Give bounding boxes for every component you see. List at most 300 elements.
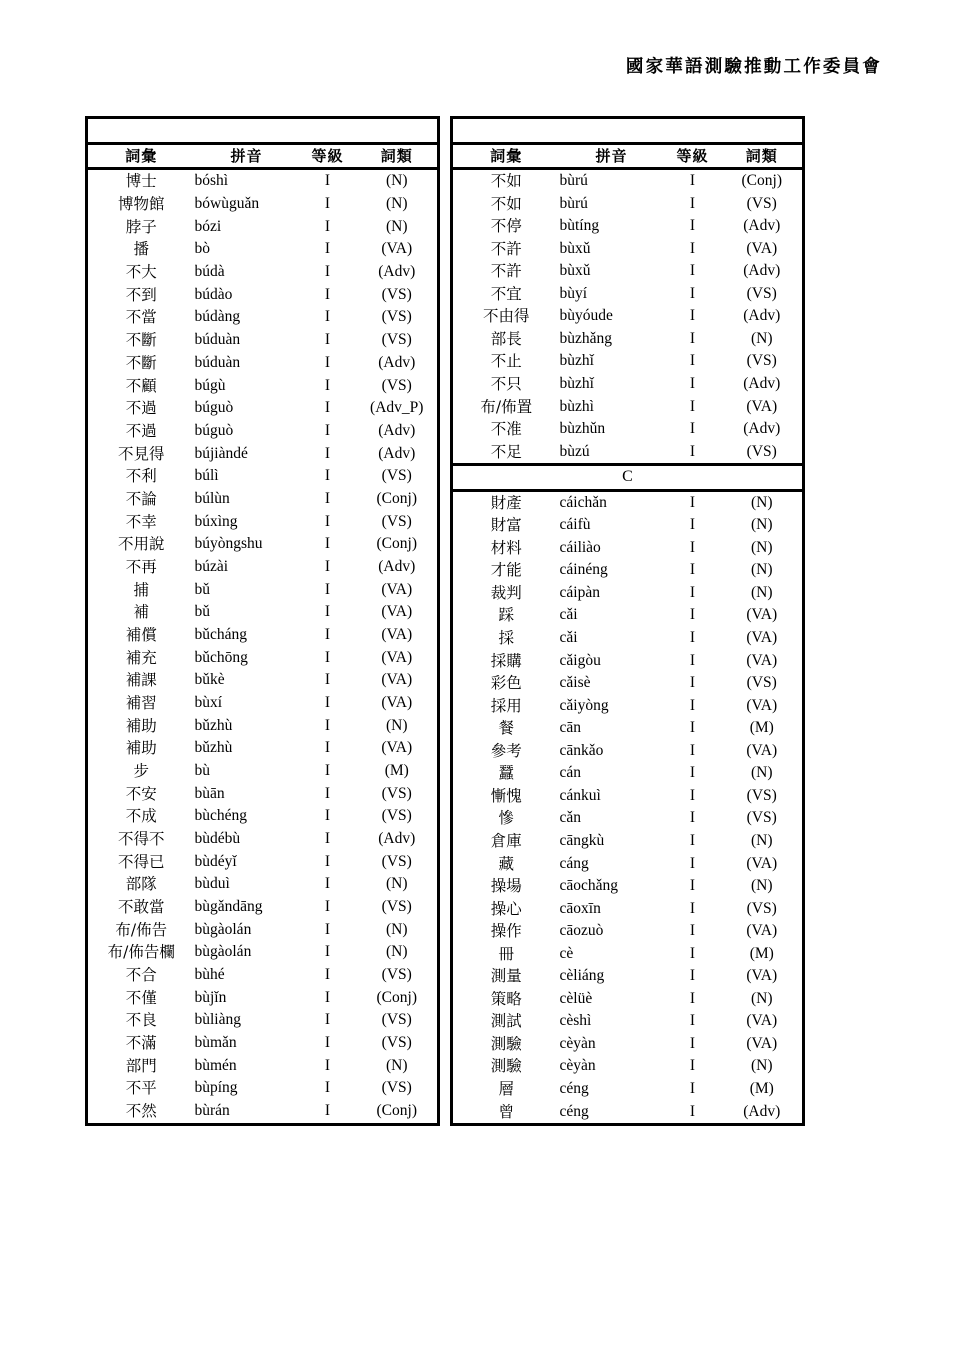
table-row	[452, 559, 804, 582]
vocab-pinyin: bùyóude	[559, 307, 613, 325]
column-header-word: 詞彙	[87, 143, 195, 169]
vocab-pos: (VA)	[381, 240, 413, 258]
vocab-pos: (Conj)	[376, 1102, 417, 1120]
vocab-pos: (VS)	[381, 897, 412, 915]
table-row	[452, 537, 804, 560]
vocab-word: 部長	[490, 329, 522, 348]
vocab-word: 不良	[125, 1011, 157, 1030]
table-row	[452, 943, 804, 966]
vocab-pos: (VA)	[746, 606, 778, 624]
vocab-pos: (VS)	[381, 1033, 412, 1051]
vocab-pos: (N)	[750, 493, 773, 511]
vocab-pinyin: cáinéng	[559, 561, 608, 579]
vocab-word: 不如	[490, 172, 522, 191]
vocab-pinyin: cāozuò	[559, 922, 604, 940]
table-row	[452, 650, 804, 673]
table-row	[87, 1077, 439, 1100]
vocab-word: 財富	[490, 516, 522, 535]
vocab-pinyin: bùjǐn	[194, 988, 227, 1006]
vocab-word: 倉庫	[490, 831, 522, 850]
vocab-pinyin: búduàn	[194, 331, 241, 349]
vocab-level: I	[689, 651, 696, 669]
table-row	[452, 215, 804, 238]
vocab-pinyin: bùmén	[194, 1056, 237, 1074]
vocab-word: 不當	[125, 308, 157, 327]
table-row	[87, 397, 439, 420]
vocab-word: 不顧	[125, 376, 157, 395]
table-row	[87, 896, 439, 919]
vocab-word: 不安	[125, 784, 157, 803]
vocab-level: I	[689, 375, 696, 393]
table-row	[87, 465, 439, 488]
vocab-pinyin: bújiàndé	[194, 444, 248, 462]
vocab-pinyin: búguò	[194, 421, 234, 439]
vocabulary-tables-container	[85, 116, 805, 1126]
vocab-level: I	[324, 535, 331, 553]
vocab-level: I	[689, 629, 696, 647]
vocab-pos: (N)	[750, 516, 773, 534]
table-row	[452, 830, 804, 853]
table-row	[87, 601, 439, 624]
vocab-pos: (N)	[385, 195, 408, 213]
vocab-level: I	[689, 397, 696, 415]
vocab-level: I	[324, 1079, 331, 1097]
vocab-level: I	[324, 580, 331, 598]
vocab-word: 不斷	[125, 353, 157, 372]
vocab-word: 補課	[125, 671, 157, 690]
table-spacer-cell	[452, 118, 804, 144]
vocab-pos: (N)	[385, 920, 408, 938]
vocab-word: 不許	[490, 239, 522, 258]
vocab-pos: (VS)	[381, 852, 412, 870]
vocab-pinyin: bǔcháng	[194, 625, 248, 643]
vocab-level: I	[324, 195, 331, 213]
vocab-level: I	[324, 965, 331, 983]
table-row	[87, 941, 439, 964]
vocab-pinyin: bùgàolán	[194, 943, 252, 961]
vocab-pinyin: bùzú	[559, 442, 590, 460]
vocab-level: I	[689, 854, 696, 872]
vocab-word: 不滿	[125, 1033, 157, 1052]
vocab-word: 測試	[490, 1012, 522, 1031]
table-row	[452, 1078, 804, 1101]
table-header-row	[452, 143, 804, 169]
vocab-pos: (Adv)	[378, 353, 416, 371]
vocab-level: I	[324, 988, 331, 1006]
vocab-pos: (Adv)	[743, 375, 781, 393]
vocab-pinyin: cè	[559, 944, 574, 962]
vocab-pinyin: cáifù	[559, 516, 591, 534]
vocab-word: 補	[133, 603, 149, 622]
vocab-pos: (N)	[385, 716, 408, 734]
vocab-word: 慚愧	[490, 786, 522, 805]
vocab-level: I	[324, 444, 331, 462]
vocab-pos: (VS)	[746, 352, 777, 370]
vocab-word: 不幸	[125, 512, 157, 531]
vocab-pinyin: bózi	[194, 217, 222, 235]
vocab-word: 博物館	[117, 195, 165, 214]
vocab-pos: (Adv)	[378, 557, 416, 575]
vocab-word: 蠶	[498, 764, 514, 783]
vocab-pinyin: bóshì	[194, 172, 229, 190]
vocab-level: I	[324, 920, 331, 938]
vocab-pinyin: cáipàn	[559, 583, 600, 601]
vocab-pinyin: cánkuì	[559, 786, 601, 804]
vocabulary-table-right	[450, 116, 805, 1126]
vocab-pos: (VS)	[381, 965, 412, 983]
vocab-pinyin: cān	[559, 719, 582, 737]
vocab-pos: (N)	[750, 583, 773, 601]
vocab-level: I	[324, 353, 331, 371]
vocab-pinyin: bùxǔ	[559, 239, 591, 257]
vocab-pinyin: bùchéng	[194, 807, 248, 825]
vocab-word: 不准	[490, 420, 522, 439]
vocab-word: 冊	[498, 944, 514, 963]
table-row	[87, 329, 439, 352]
table-row	[87, 737, 439, 760]
vocab-pinyin: bùmǎn	[194, 1033, 237, 1051]
vocab-pinyin: bǔzhù	[194, 739, 233, 757]
table-row	[87, 715, 439, 738]
table-row	[452, 260, 804, 283]
vocab-word: 部門	[125, 1056, 157, 1075]
vocab-word: 財產	[490, 493, 522, 512]
table-row	[452, 627, 804, 650]
vocab-level: I	[324, 399, 331, 417]
vocab-word: 捕	[133, 580, 149, 599]
table-row	[452, 785, 804, 808]
vocab-pos: (VA)	[381, 693, 413, 711]
table-row	[87, 488, 439, 511]
vocab-pos: (N)	[750, 329, 773, 347]
vocab-level: I	[324, 376, 331, 394]
vocab-level: I	[689, 1057, 696, 1075]
vocab-level: I	[689, 352, 696, 370]
vocab-word: 補充	[125, 648, 157, 667]
vocab-pinyin: bùpíng	[194, 1079, 238, 1097]
vocab-word: 補助	[125, 716, 157, 735]
vocab-pinyin: cán	[559, 764, 582, 782]
table-row	[452, 305, 804, 328]
vocab-pos: (N)	[750, 831, 773, 849]
vocab-level: I	[689, 516, 696, 534]
vocab-pinyin: cānkǎo	[559, 741, 604, 759]
table-row	[87, 238, 439, 261]
table-row	[87, 647, 439, 670]
vocab-pinyin: bùrú	[559, 172, 588, 190]
vocab-pinyin: búdà	[194, 263, 225, 281]
vocab-word: 曾	[498, 1102, 514, 1121]
vocab-word: 脖子	[125, 217, 157, 236]
vocab-pos: (Adv)	[743, 420, 781, 438]
vocab-word: 測驗	[490, 1057, 522, 1076]
table-row	[87, 420, 439, 443]
vocab-word: 布/佈告	[115, 920, 168, 939]
vocab-word: 不僅	[125, 988, 157, 1007]
vocab-word: 不得已	[117, 852, 165, 871]
table-row	[452, 238, 804, 261]
vocab-pos: (N)	[750, 764, 773, 782]
vocab-level: I	[689, 561, 696, 579]
vocab-pinyin: bùxí	[194, 693, 223, 711]
vocab-level: I	[324, 603, 331, 621]
table-row	[452, 604, 804, 627]
table-row	[87, 919, 439, 942]
vocab-pos: (VA)	[746, 967, 778, 985]
vocab-level: I	[324, 1033, 331, 1051]
vocab-word: 補助	[125, 739, 157, 758]
table-row	[87, 510, 439, 533]
vocab-word: 補償	[125, 625, 157, 644]
vocab-pos: (Adv)	[743, 217, 781, 235]
vocab-pinyin: bùzhǐ	[559, 352, 594, 370]
vocab-word: 操作	[490, 922, 522, 941]
vocab-pinyin: cǎn	[559, 809, 582, 827]
vocab-level: I	[324, 240, 331, 258]
vocab-pinyin: bùxǔ	[559, 262, 591, 280]
vocab-level: I	[324, 285, 331, 303]
table-row	[452, 1055, 804, 1078]
vocab-word: 不只	[490, 375, 522, 394]
table-row	[452, 920, 804, 943]
vocab-word: 操心	[490, 899, 522, 918]
table-row	[452, 740, 804, 763]
table-row	[452, 396, 804, 419]
vocab-pos: (Adv)	[378, 829, 416, 847]
table-row	[87, 1055, 439, 1078]
vocab-word: 不停	[490, 217, 522, 236]
vocab-level: I	[324, 761, 331, 779]
vocab-level: I	[689, 1012, 696, 1030]
vocab-pos: (VS)	[746, 899, 777, 917]
vocab-level: I	[689, 741, 696, 759]
vocab-pinyin: céng	[559, 1079, 589, 1097]
vocab-pos: (Adv)	[378, 444, 416, 462]
vocab-pinyin: búlùn	[194, 489, 230, 507]
vocab-word: 不足	[490, 442, 522, 461]
vocab-pos: (VA)	[746, 239, 778, 257]
vocab-pinyin: búxìng	[194, 512, 238, 530]
column-header-word: 詞彙	[452, 143, 560, 169]
table-row	[87, 783, 439, 806]
table-row	[87, 306, 439, 329]
vocab-pinyin: búyòngshu	[194, 535, 263, 553]
vocab-pinyin: bǔchōng	[194, 648, 248, 666]
vocab-word: 不合	[125, 965, 157, 984]
table-row	[87, 261, 439, 284]
vocab-level: I	[324, 489, 331, 507]
vocab-level: I	[689, 786, 696, 804]
vocab-pinyin: bǔzhù	[194, 716, 233, 734]
table-row	[452, 350, 804, 373]
table-row	[87, 873, 439, 896]
table-row	[87, 1009, 439, 1032]
vocabulary-table-right-body	[452, 118, 804, 1125]
table-row	[87, 216, 439, 239]
vocab-pos: (VA)	[381, 625, 413, 643]
vocab-pos: (Adv)	[743, 307, 781, 325]
vocab-level: I	[689, 239, 696, 257]
table-row	[87, 987, 439, 1010]
vocab-pos: (VS)	[746, 809, 777, 827]
vocab-pos: (VS)	[381, 467, 412, 485]
vocab-pinyin: bǔkè	[194, 671, 225, 689]
column-header-pos: 詞類	[722, 143, 804, 169]
vocab-pinyin: cǎiyòng	[559, 696, 609, 714]
section-divider-row	[452, 465, 804, 491]
table-header-row	[87, 143, 439, 169]
vocab-level: I	[689, 420, 696, 438]
table-spacer-cell	[87, 118, 439, 144]
vocab-pinyin: bùdébù	[194, 829, 241, 847]
vocab-level: I	[689, 493, 696, 511]
vocab-level: I	[324, 1056, 331, 1074]
vocab-level: I	[324, 693, 331, 711]
vocab-pinyin: cǎi	[559, 629, 578, 647]
table-row	[87, 442, 439, 465]
vocab-pos: (VA)	[381, 580, 413, 598]
vocab-word: 才能	[490, 561, 522, 580]
vocab-pinyin: búzài	[194, 557, 229, 575]
vocab-level: I	[324, 852, 331, 870]
vocab-word: 博士	[125, 172, 157, 191]
table-row	[452, 672, 804, 695]
vocab-level: I	[689, 307, 696, 325]
vocab-level: I	[689, 194, 696, 212]
table-row	[452, 283, 804, 306]
vocab-pos: (M)	[749, 1079, 774, 1097]
vocab-level: I	[689, 262, 696, 280]
vocab-pos: (N)	[750, 538, 773, 556]
table-row	[87, 533, 439, 556]
table-row	[87, 284, 439, 307]
vocab-pos: (VS)	[746, 194, 777, 212]
vocab-word: 操場	[490, 877, 522, 896]
vocab-level: I	[324, 1011, 331, 1029]
table-row	[87, 828, 439, 851]
document-header-organization: 國家華語測驗推動工作委員會	[625, 57, 882, 77]
table-row	[452, 898, 804, 921]
table-row	[87, 352, 439, 375]
column-header-level: 等級	[664, 143, 722, 169]
vocab-word: 不平	[125, 1079, 157, 1098]
vocab-pinyin: bùdéyǐ	[194, 852, 237, 870]
vocab-pos: (Conj)	[376, 535, 417, 553]
vocab-level: I	[689, 442, 696, 460]
vocab-pos: (VA)	[746, 854, 778, 872]
table-row	[87, 805, 439, 828]
vocab-word: 藏	[498, 854, 514, 873]
table-row	[452, 514, 804, 537]
vocab-pinyin: cáng	[559, 854, 589, 872]
vocab-pinyin: bǔ	[194, 603, 210, 621]
vocab-word: 不過	[125, 399, 157, 418]
vocab-level: I	[689, 764, 696, 782]
vocab-word: 補習	[125, 693, 157, 712]
vocab-word: 餐	[498, 719, 514, 738]
table-row	[452, 328, 804, 351]
table-row	[452, 418, 804, 441]
vocab-pinyin: cèshì	[559, 1012, 592, 1030]
vocab-word: 參考	[490, 741, 522, 760]
vocab-level: I	[324, 897, 331, 915]
vocab-pinyin: cèliáng	[559, 967, 605, 985]
vocab-pinyin: bùzhǐ	[559, 375, 594, 393]
vocab-level: I	[324, 217, 331, 235]
vocab-pos: (N)	[750, 877, 773, 895]
vocab-level: I	[689, 922, 696, 940]
table-row	[452, 717, 804, 740]
vocab-pinyin: cèyàn	[559, 1057, 596, 1075]
vocab-level: I	[324, 807, 331, 825]
vocab-pinyin: bò	[194, 240, 210, 258]
vocab-level: I	[324, 467, 331, 485]
vocab-pos: (VS)	[381, 1079, 412, 1097]
vocab-pos: (N)	[385, 943, 408, 961]
vocab-level: I	[689, 674, 696, 692]
vocab-pos: (VA)	[746, 651, 778, 669]
vocab-pos: (N)	[385, 172, 408, 190]
vocab-pinyin: búgù	[194, 376, 226, 394]
vocab-level: I	[689, 989, 696, 1007]
vocab-pos: (Adv)	[378, 263, 416, 281]
vocab-word: 部隊	[125, 875, 157, 894]
vocab-pos: (M)	[749, 719, 774, 737]
table-row	[452, 807, 804, 830]
vocab-pos: (VA)	[381, 648, 413, 666]
vocab-word: 不利	[125, 467, 157, 486]
vocab-level: I	[324, 512, 331, 530]
column-header-pinyin: 拼音	[195, 143, 299, 169]
vocab-word: 彩色	[490, 674, 522, 693]
vocab-level: I	[689, 809, 696, 827]
vocab-word: 不得不	[117, 829, 165, 848]
vocab-pos: (VS)	[381, 1011, 412, 1029]
vocab-pinyin: cèyàn	[559, 1034, 596, 1052]
table-row	[452, 490, 804, 514]
vocab-pos: (N)	[750, 1057, 773, 1075]
section-letter-label: C	[452, 465, 804, 491]
vocab-level: I	[324, 625, 331, 643]
vocab-word: 不再	[125, 557, 157, 576]
vocab-word: 材料	[490, 538, 522, 557]
column-header-pinyin: 拼音	[560, 143, 664, 169]
table-row	[452, 1010, 804, 1033]
table-row	[452, 875, 804, 898]
table-row	[87, 624, 439, 647]
vocab-word: 採	[498, 629, 514, 648]
vocab-pinyin: cáichǎn	[559, 493, 607, 511]
vocab-pos: (VA)	[746, 696, 778, 714]
column-header-pos: 詞類	[357, 143, 439, 169]
vocab-level: I	[689, 538, 696, 556]
vocab-level: I	[689, 172, 696, 190]
vocab-pinyin: bùzhì	[559, 397, 594, 415]
vocab-pinyin: bùhé	[194, 965, 225, 983]
vocab-pinyin: búdàng	[194, 308, 241, 326]
vocab-pos: (N)	[750, 989, 773, 1007]
vocab-word: 採用	[490, 696, 522, 715]
table-row	[87, 556, 439, 579]
vocab-pinyin: cāochǎng	[559, 877, 619, 895]
table-spacer-row	[87, 118, 439, 144]
vocab-pinyin: cǎi	[559, 606, 578, 624]
table-row	[87, 1032, 439, 1055]
vocab-pos: (N)	[385, 1056, 408, 1074]
vocab-pos: (VA)	[746, 397, 778, 415]
vocab-level: I	[324, 421, 331, 439]
vocab-word: 不過	[125, 421, 157, 440]
